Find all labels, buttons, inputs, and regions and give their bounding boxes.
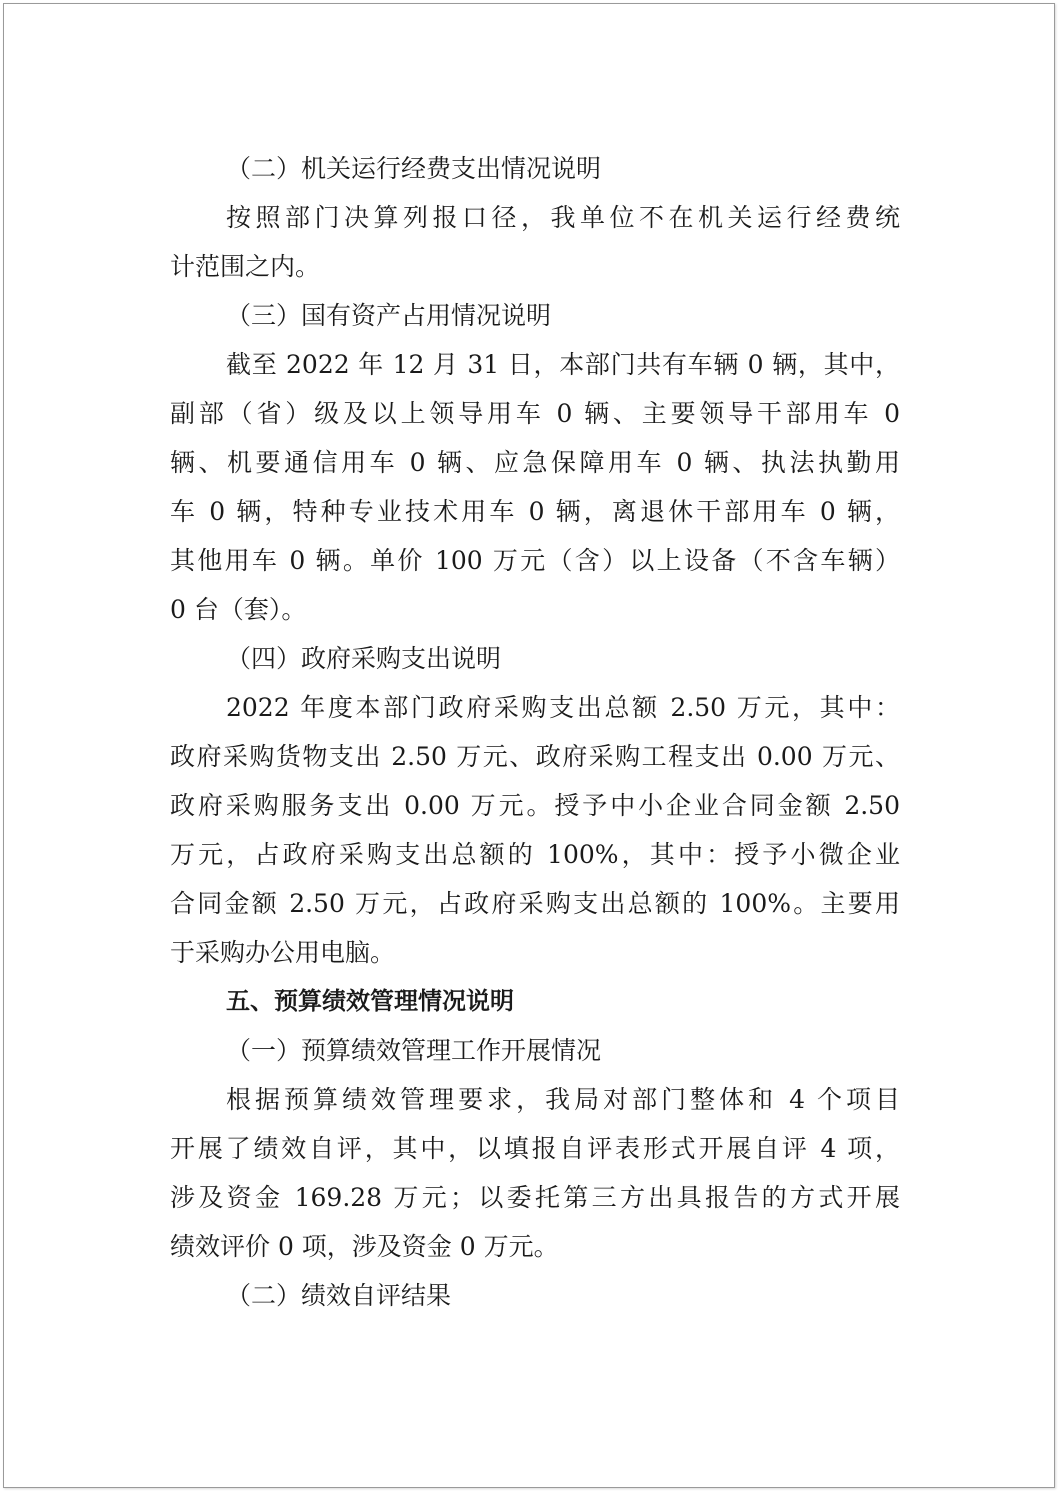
paragraph-line: 绩效评价 0 项，涉及资金 0 万元。	[170, 1232, 559, 1261]
paragraph-line: 其他用车 0 辆。单价 100 万元（含）以上设备（不含车辆）	[170, 546, 900, 575]
chapter-heading-budget-performance: 五、预算绩效管理情况说明	[226, 987, 514, 1015]
section-heading-government-procurement: （四）政府采购支出说明	[226, 644, 502, 673]
paragraph-line: 政府采购货物支出 2.50 万元、政府采购工程支出 0.00 万元、	[170, 742, 900, 771]
paragraph-line: 截至 2022 年 12 月 31 日，本部门共有车辆 0 辆，其中，	[226, 350, 900, 379]
paragraph-line: 开展了绩效自评，其中，以填报自评表形式开展自评 4 项，	[170, 1134, 900, 1163]
paragraph-line: 万元，占政府采购支出总额的 100%，其中：授予小微企业	[170, 840, 900, 869]
document-body	[170, 144, 900, 1320]
section-heading-state-assets: （三）国有资产占用情况说明	[226, 301, 552, 330]
paragraph-line: 0 台（套）。	[170, 595, 307, 624]
paragraph-line: 合同金额 2.50 万元，占政府采购支出总额的 100%。主要用	[170, 889, 900, 918]
section-heading-self-evaluation-results: （二）绩效自评结果	[226, 1281, 452, 1310]
paragraph-line: 根据预算绩效管理要求，我局对部门整体和 4 个项目	[226, 1085, 900, 1114]
paragraph-line: 按照部门决算列报口径，我单位不在机关运行经费统	[226, 203, 900, 232]
paragraph-line: 2022 年度本部门政府采购支出总额 2.50 万元，其中：	[226, 693, 900, 722]
paragraph-line: 车 0 辆，特种专业技术用车 0 辆，离退休干部用车 0 辆，	[170, 497, 900, 526]
document-page	[3, 3, 1055, 1488]
paragraph-line: 于采购办公用电脑。	[170, 938, 396, 967]
paragraph-line: 涉及资金 169.28 万元；以委托第三方出具报告的方式开展	[170, 1183, 900, 1212]
section-heading-office-operation: （二）机关运行经费支出情况说明	[226, 154, 602, 183]
paragraph-line: 政府采购服务支出 0.00 万元。授予中小企业合同金额 2.50	[170, 791, 900, 820]
paragraph-line: 计范围之内。	[170, 252, 321, 281]
paragraph-line: 副部（省）级及以上领导用车 0 辆、主要领导干部用车 0	[170, 399, 900, 428]
paragraph-line: 辆、机要通信用车 0 辆、应急保障用车 0 辆、执法执勤用	[170, 448, 900, 477]
section-heading-performance-work: （一）预算绩效管理工作开展情况	[226, 1036, 602, 1065]
